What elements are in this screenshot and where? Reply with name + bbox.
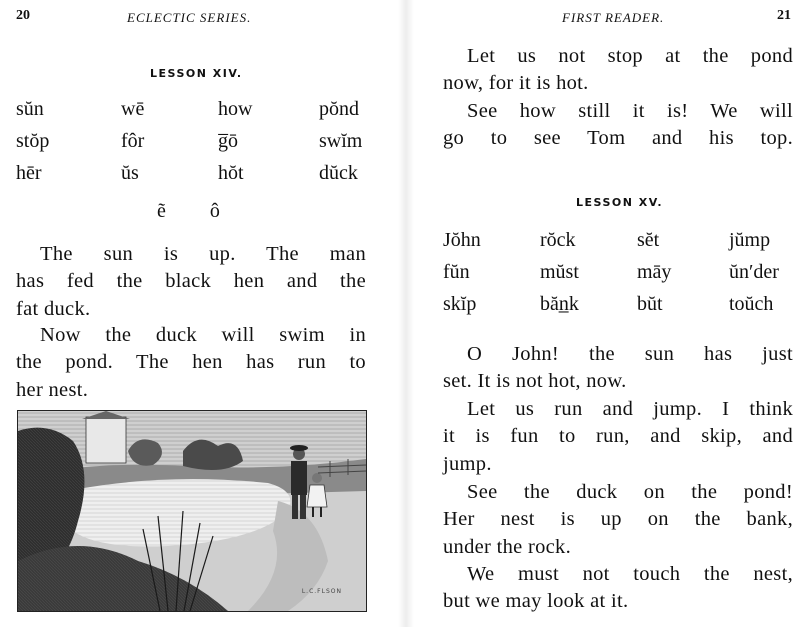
text-line: Let us run and jump. I think xyxy=(467,398,793,420)
text-line: go to see Tom and his top. xyxy=(443,127,793,150)
illustration-signature: L.C.FLSON xyxy=(301,588,342,595)
text-line: jump. xyxy=(443,452,492,475)
page-number: 20 xyxy=(16,8,30,23)
text-line: it is fun to run, and skip, and xyxy=(443,425,793,448)
word: māy xyxy=(637,261,672,283)
word-row xyxy=(443,261,803,293)
reading-paragraph xyxy=(443,98,793,153)
reading-paragraph xyxy=(16,322,366,404)
word-row xyxy=(443,293,803,325)
text-line: We must not touch the nest, xyxy=(467,563,793,585)
word: sĕt xyxy=(637,229,660,251)
running-head: FIRST READER. xyxy=(562,10,665,25)
word: băn̲k xyxy=(540,293,579,315)
text-line: now, for it is hot. xyxy=(443,72,589,95)
text-line: but we may look at it. xyxy=(443,590,629,613)
reading-paragraph xyxy=(443,561,793,616)
text-line: The sun is up. The man xyxy=(40,243,366,265)
text-line: O John! the sun has just xyxy=(467,343,793,365)
word-list xyxy=(16,98,376,194)
reading-paragraph xyxy=(16,241,366,323)
word: stŏp xyxy=(16,130,50,152)
word-row xyxy=(16,130,376,162)
vowel-keys xyxy=(157,200,264,223)
page-number: 21 xyxy=(777,8,791,23)
text-line: has fed the black hen and the xyxy=(16,270,366,293)
word: skĭp xyxy=(443,293,477,315)
vowel-key: ô xyxy=(209,200,220,222)
word-row xyxy=(16,162,376,194)
word: Jŏhn xyxy=(443,229,481,251)
right-page xyxy=(412,0,812,627)
lesson-title: LESSON XIV. xyxy=(150,67,243,80)
engraving-image xyxy=(18,411,366,611)
word: swĭm xyxy=(319,130,363,152)
text-line: See the duck on the pond! xyxy=(467,481,793,503)
word: hēr xyxy=(16,162,42,184)
word: fŭn xyxy=(443,261,470,283)
word: bŭt xyxy=(637,293,663,315)
word: ŭs xyxy=(121,162,139,184)
text-line: under the rock. xyxy=(443,535,572,558)
word: sŭn xyxy=(16,98,44,120)
word: toŭch xyxy=(729,293,774,315)
reading-paragraph xyxy=(443,479,793,561)
word-row xyxy=(443,229,803,261)
text-line: set. It is not hot, now. xyxy=(443,370,627,393)
text-line: See how still it is! We will xyxy=(467,100,793,122)
text-line: fat duck. xyxy=(16,297,91,320)
running-head: ECLECTIC SERIES. xyxy=(127,10,252,25)
text-line: her nest. xyxy=(16,378,89,401)
lesson-title: LESSON XV. xyxy=(576,196,664,209)
vowel-key: ẽ xyxy=(157,200,166,222)
word: hŏt xyxy=(218,162,244,184)
word: fôr xyxy=(121,130,145,152)
text-line: Let us not stop at the pond xyxy=(467,45,793,67)
word: how xyxy=(218,98,253,120)
word: dŭck xyxy=(319,162,358,184)
word: wē xyxy=(121,98,145,120)
text-line: the pond. The hen has run to xyxy=(16,351,366,374)
word: mŭst xyxy=(540,261,579,283)
reading-paragraph xyxy=(443,341,793,396)
reading-paragraph xyxy=(443,396,793,478)
word: ŭn′der xyxy=(729,261,779,283)
word: jŭmp xyxy=(729,229,771,251)
word-row xyxy=(16,98,376,130)
pond-illustration xyxy=(17,410,367,612)
word: g̅ō xyxy=(218,130,238,152)
reading-paragraph xyxy=(443,43,793,98)
word-list xyxy=(443,229,803,325)
left-page xyxy=(0,0,400,627)
text-line: Now the duck will swim in xyxy=(40,324,366,346)
text-line: Her nest is up on the bank, xyxy=(443,508,793,531)
word: rŏck xyxy=(540,229,576,251)
word: pŏnd xyxy=(319,98,359,120)
